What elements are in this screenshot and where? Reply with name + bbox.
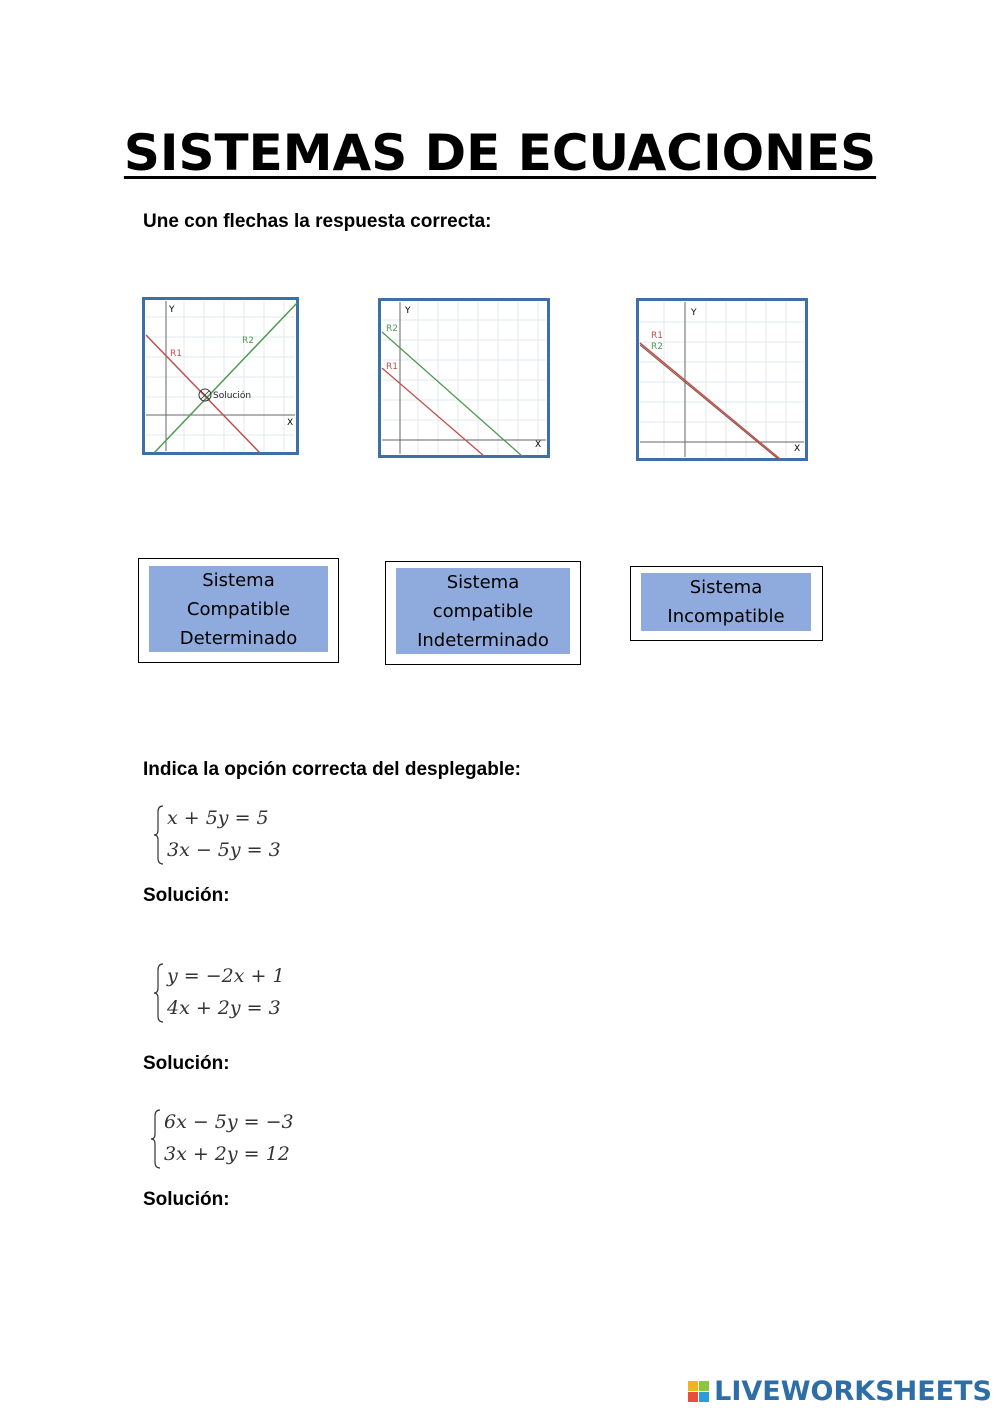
equation-1: x + 5y = 5 (167, 807, 269, 829)
graph-determined[interactable] (142, 297, 299, 455)
y-label: Y (691, 308, 697, 318)
graph-indeterminate[interactable] (378, 298, 550, 458)
option-determinado-label[interactable]: Sistema Compatible Determinado (149, 566, 328, 652)
solution-label: Solución (213, 391, 252, 401)
r1-label: R1 (386, 362, 398, 372)
equation-2: 3x − 5y = 3 (167, 839, 281, 861)
x-label: X (535, 440, 542, 450)
instruction-match: Une con flechas la respuesta correcta: (143, 211, 492, 232)
equation-1: y = −2x + 1 (167, 965, 285, 987)
r2-label: R2 (651, 342, 663, 352)
option-incompatible[interactable] (630, 566, 823, 641)
solution-label-3: Solución: (143, 1189, 230, 1210)
r1-label: R1 (170, 349, 182, 359)
brace-icon (150, 1108, 162, 1170)
equation-system-2 (153, 962, 293, 1026)
brace-icon (153, 962, 165, 1024)
r2-label: R2 (242, 336, 254, 346)
graph-determined-svg (142, 297, 299, 455)
solution-label-1: Solución: (143, 885, 230, 906)
graph-frame (380, 300, 549, 457)
x-label: X (794, 444, 801, 454)
option-indeterminado[interactable] (385, 561, 581, 665)
instruction-dropdown: Indica la opción correcta del desplegable: (143, 759, 521, 780)
graph-coincident-svg (636, 298, 808, 461)
page-title: SISTEMAS DE ECUACIONES (123, 124, 877, 182)
y-label: Y (405, 306, 411, 316)
equation-system-1 (153, 804, 293, 868)
brace-icon (153, 804, 165, 866)
graph-frame (638, 300, 807, 460)
graph-incompatible[interactable] (636, 298, 808, 461)
equation-system-3 (150, 1108, 300, 1172)
solution-label-2: Solución: (143, 1053, 230, 1074)
y-label: Y (169, 305, 175, 315)
liveworksheets-logo-icon (688, 1381, 710, 1403)
liveworksheets-brand (688, 1376, 992, 1407)
equation-1: 6x − 5y = −3 (164, 1111, 294, 1133)
r2-label: R2 (386, 324, 398, 334)
graph-frame (144, 299, 298, 454)
graph-parallel-svg (378, 298, 550, 458)
r1-label: R1 (651, 331, 663, 341)
x-label: X (287, 418, 294, 428)
option-determinado[interactable] (138, 558, 339, 663)
equation-2: 4x + 2y = 3 (167, 997, 281, 1019)
option-incompatible-label[interactable]: Sistema Incompatible (641, 573, 811, 631)
option-indeterminado-label[interactable]: Sistema compatible Indeterminado (396, 568, 570, 654)
brand-text: LIVEWORKSHEETS (714, 1376, 992, 1407)
equation-2: 3x + 2y = 12 (164, 1143, 290, 1165)
